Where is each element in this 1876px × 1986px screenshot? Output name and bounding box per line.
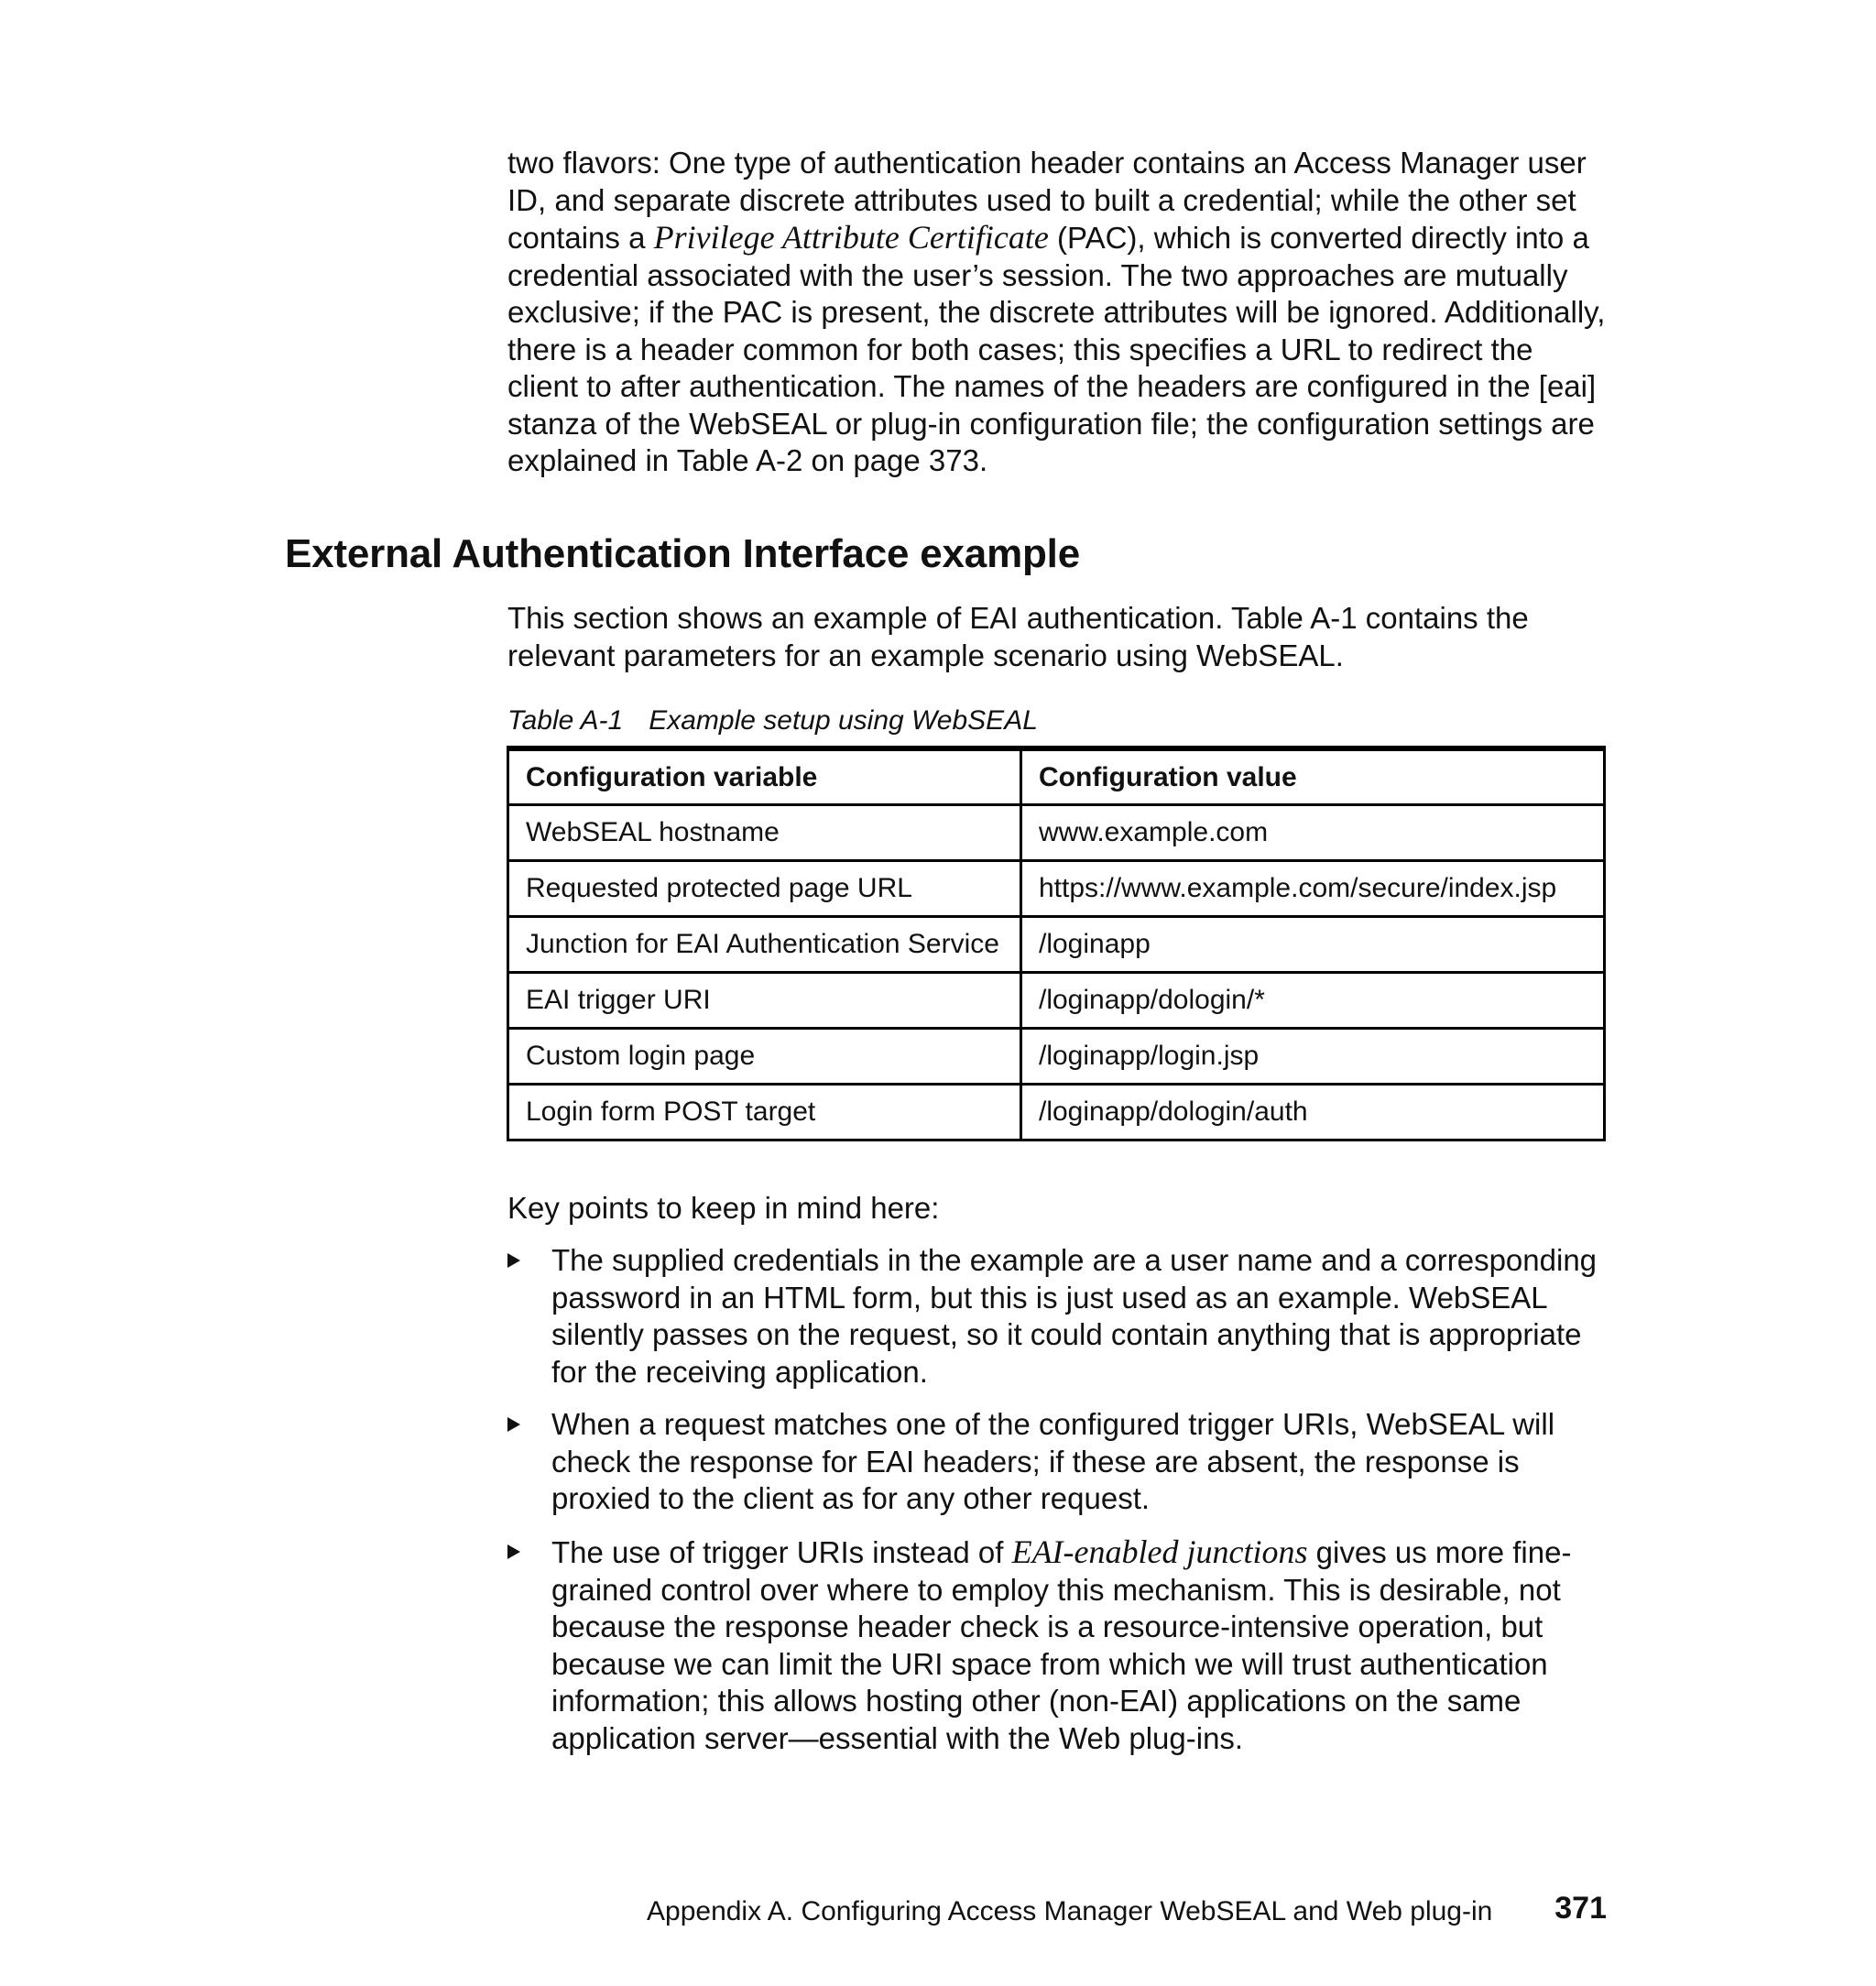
eai-junctions-term: EAI-enabled junctions bbox=[1011, 1533, 1308, 1570]
triangle-bullet-icon bbox=[507, 1544, 520, 1559]
table-cell: WebSEAL hostname bbox=[508, 805, 1021, 861]
list-item-text: When a request matches one of the configured trigger URIs, WebSEAL will check the response for EAI headers; if these are absent, the response is proxied to the client as for any other request. bbox=[551, 1407, 1555, 1515]
footer-title: Appendix A. Configuring Access Manager WebSEAL and Web plug-in bbox=[647, 1896, 1493, 1926]
list-item-text: The supplied credentials in the example are a user name and a corresponding password in an HTML form, but this is just used as an example. WebSEAL silently passes on the request, so it could contain anything that is appropriate for the receiving application. bbox=[551, 1243, 1598, 1389]
config-table bbox=[507, 746, 1606, 1141]
table-caption-title: Example setup using WebSEAL bbox=[649, 705, 1038, 736]
table-cell: EAI trigger URI bbox=[508, 973, 1021, 1029]
list-item-text bbox=[551, 1533, 1607, 1757]
list-item bbox=[507, 1533, 1607, 1757]
table-cell: Custom login page bbox=[508, 1029, 1021, 1085]
triangle-bullet-icon bbox=[507, 1253, 520, 1268]
table-row bbox=[508, 1085, 1605, 1140]
column-header: Configuration value bbox=[1021, 748, 1605, 805]
section-heading: External Authentication Interface example bbox=[285, 531, 1080, 576]
table-cell: https://www.example.com/secure/index.jsp bbox=[1021, 861, 1605, 917]
table-cell: Login form POST target bbox=[508, 1085, 1021, 1140]
intro-text-end: (PAC), which is converted directly into a credential associated with the user’s session. The two approaches are mutually exclusive; if the PAC is present, the discrete attributes will be ignored. Additionally, there is a header common for both cases; this specifies a URL to redirect the client to after authentication. The names of the headers are configured in the [eai] stanza of the WebSEAL or plug-in configuration file; the configuration settings are explained in Table A-2 on page 373. bbox=[507, 221, 1606, 477]
key-points-lead: Key points to keep in mind here: bbox=[507, 1191, 940, 1225]
table-row bbox=[508, 973, 1605, 1029]
list-item bbox=[507, 1406, 1607, 1518]
section-intro-paragraph: This section shows an example of EAI authentication. Table A-1 contains the relevant parameters for an example scenario using WebSEAL. bbox=[507, 601, 1529, 672]
bullet3-text-end: gives us more fine-grained control over where to employ this mechanism. This is desirable, not because the response header check is a resource-intensive operation, but because we can limit the URI space from which we will trust authentication information; this allows hosting other (non-EAI) applications on the same application server—essential with the Web plug-ins. bbox=[551, 1535, 1572, 1755]
table-row bbox=[508, 861, 1605, 917]
table-cell: Requested protected page URL bbox=[508, 861, 1021, 917]
table-caption bbox=[507, 705, 1038, 737]
table-row bbox=[508, 1029, 1605, 1085]
table-row bbox=[508, 805, 1605, 861]
table-caption-label: Table A-1 bbox=[507, 705, 624, 736]
page-number: 371 bbox=[1554, 1891, 1607, 1926]
table-cell: /loginapp/dologin/* bbox=[1021, 973, 1605, 1029]
table-header-row bbox=[508, 748, 1605, 805]
table-cell: www.example.com bbox=[1021, 805, 1605, 861]
intro-text-start: two flavors: One type of authentication header contains an Access Manager user ID, and separate discrete attributes used to built a credential; while the other set contains a bbox=[507, 146, 1587, 255]
table-cell: /loginapp/dologin/auth bbox=[1021, 1085, 1605, 1140]
table-cell: Junction for EAI Authentication Service bbox=[508, 917, 1021, 973]
list-item bbox=[507, 1242, 1607, 1391]
table-cell: /loginapp bbox=[1021, 917, 1605, 973]
pac-term: Privilege Attribute Certificate bbox=[653, 219, 1049, 256]
table-row bbox=[508, 917, 1605, 973]
intro-paragraph bbox=[507, 145, 1607, 480]
triangle-bullet-icon bbox=[507, 1417, 520, 1432]
bullet3-text-start: The use of trigger URIs instead of bbox=[551, 1535, 1012, 1569]
table-cell: /loginapp/login.jsp bbox=[1021, 1029, 1605, 1085]
column-header: Configuration variable bbox=[508, 748, 1021, 805]
